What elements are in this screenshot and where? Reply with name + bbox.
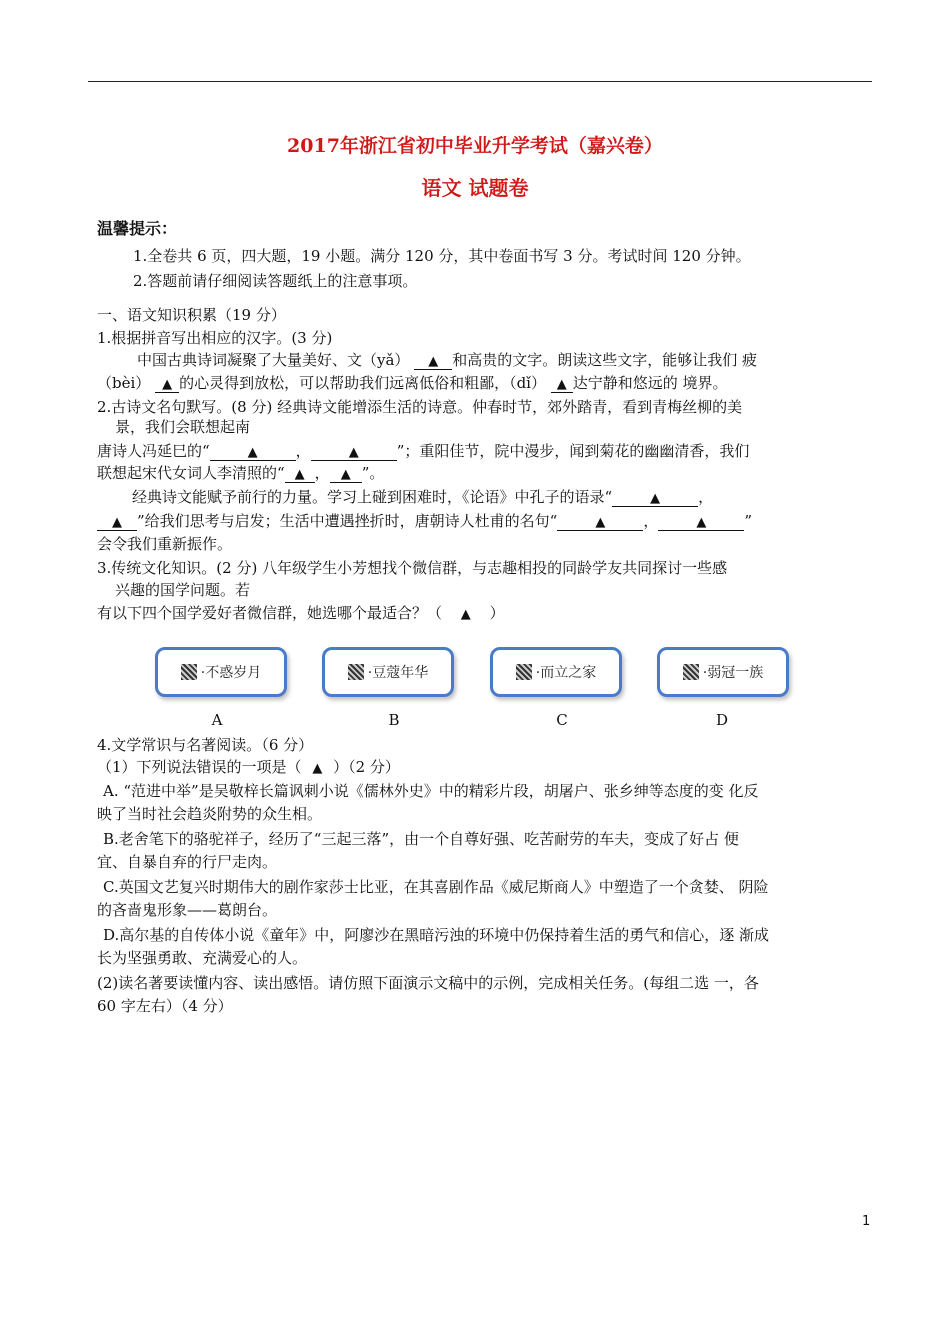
question-1-title: 1.根据拼音写出相应的汉字。(3 分)	[97, 329, 333, 347]
question-4-sub1: （1）下列说法错误的一项是（ ▲ ）（2 分）	[97, 758, 400, 776]
choice-c: C.英国文艺复兴时期伟大的剧作家莎士比亚，在其喜剧作品《威尼斯商人》中塑造了一个贪婪、 阴险	[103, 878, 769, 896]
wechat-group-option-d[interactable]: ·弱冠一族	[657, 647, 789, 697]
question-2-line: 唐诗人冯延巳的“ ▲ ， ▲ ”；重阳佳节，院中漫步，闻到菊花的幽幽清香，我们	[97, 442, 750, 460]
answer-blank[interactable]: ▲	[330, 465, 362, 483]
choice-b: B.老舍笔下的骆驼祥子，经历了“三起三落”，由一个自尊好强、吃苦耐劳的车夫，变成了好占 便	[103, 830, 739, 848]
question-2-line: 联想起宋代女词人李清照的“ ▲ ， ▲ ”。	[97, 464, 385, 482]
wechat-group-option-b[interactable]: ·豆蔻年华	[322, 647, 454, 697]
question-2-line: 景，我们会联想起南	[115, 418, 251, 436]
choice-d-cont: 长为坚强勇敢、充满爱心的人。	[97, 949, 308, 967]
answer-blank[interactable]: ▲	[210, 443, 296, 461]
wechat-group-option-a[interactable]: ·不惑岁月	[155, 647, 287, 697]
question-2-line: ▲ ”给我们思考与启发；生活中遭遇挫折时，唐朝诗人杜甫的名句“ ▲ ， ▲ ”	[97, 511, 752, 531]
answer-blank[interactable]: ▲	[97, 513, 137, 531]
qr-code-icon	[348, 664, 364, 680]
option-letter: A	[211, 711, 223, 729]
tips-heading: 温馨提示：	[97, 219, 178, 238]
top-rule	[88, 81, 872, 82]
question-2-line: 会令我们重新振作。	[97, 535, 233, 553]
answer-blank[interactable]: ▲	[311, 443, 397, 461]
question-2-line: 经典诗文能赋予前行的力量。学习上碰到困难时，《论语》中孔子的语录“ ▲ ，	[132, 488, 714, 506]
tip-item: 2.答题前请仔细阅读答题纸上的注意事项。	[133, 272, 418, 290]
question-3-line: 有以下四个国学爱好者微信群，她选哪个最适合？（ ▲ ）	[97, 604, 505, 622]
exam-title: 2017年浙江省初中毕业升学考试（嘉兴卷）	[287, 135, 663, 157]
qr-code-icon	[683, 664, 699, 680]
question-1-line: （bèi） ▲ 的心灵得到放松，可以帮助我们远离低俗和粗鄙，（dǐ） ▲ 达宁静和悠远的 境界。	[97, 374, 728, 392]
wechat-group-option-c[interactable]: ·而立之家	[490, 647, 622, 697]
section-heading: 一、语文知识积累（19 分）	[97, 306, 286, 324]
question-3-line: 3.传统文化知识。(2 分) 八年级学生小芳想找个微信群，与志趣相投的同龄学友共同探讨一些感	[97, 559, 728, 577]
answer-blank[interactable]: ▲	[155, 375, 179, 393]
answer-blank[interactable]: ▲	[414, 352, 452, 370]
answer-blank[interactable]: ▲	[658, 513, 744, 531]
question-2-line: 2.古诗文名句默写。(8 分) 经典诗文能增添生活的诗意。仲春时节，郊外踏青，看到青梅丝柳的美	[97, 398, 743, 416]
exam-subtitle: 语文 试题卷	[421, 176, 529, 200]
question-4-sub2: (2)读名著要读懂内容、读出感悟。请仿照下面演示文稿中的示例，完成相关任务。(每组二选 一，各	[97, 974, 759, 992]
answer-blank[interactable]: ▲	[557, 513, 643, 531]
qr-code-icon	[181, 664, 197, 680]
qr-code-icon	[516, 664, 532, 680]
answer-blank[interactable]: ▲	[551, 375, 573, 393]
question-1-line: 中国古典诗词凝聚了大量美好、文（yǎ） ▲ 和高贵的文字。朗读这些文字，能够让我们 疲	[137, 351, 757, 369]
answer-blank[interactable]: ▲	[612, 489, 698, 507]
choice-d: D.高尔基的自传体小说《童年》中，阿廖沙在黑暗污浊的环境中仍保持着生活的勇气和信心，逐 渐成	[103, 926, 770, 944]
choice-a-cont: 映了当时社会趋炎附势的众生相。	[97, 805, 323, 823]
choice-b-cont: 宜、自暴自弃的行尸走肉。	[97, 853, 278, 871]
tip-item: 1.全卷共 6 页，四大题，19 小题。满分 120 分，其中卷面书写 3 分。考试时间 120 分钟。	[133, 247, 751, 265]
option-letter: C	[556, 711, 568, 729]
option-letter: D	[715, 711, 729, 729]
answer-marker[interactable]: ▲	[460, 607, 471, 622]
question-4-sub2-cont: 60 字左右）（4 分）	[97, 997, 233, 1015]
choice-c-cont: 的吝啬鬼形象——葛朗台。	[97, 901, 278, 919]
page-number: 1	[862, 1214, 871, 1229]
option-letter: B	[388, 711, 400, 729]
question-4-title: 4.文学常识与名著阅读。（6 分）	[97, 736, 314, 754]
choice-a: A. “范进中举”是吴敬梓长篇讽刺小说《儒林外史》中的精彩片段，胡屠户、张乡绅等态度的变 化反	[103, 782, 759, 800]
answer-marker[interactable]: ▲	[312, 761, 323, 776]
question-3-line: 兴趣的国学问题。若	[115, 581, 251, 599]
answer-blank[interactable]: ▲	[285, 465, 315, 483]
